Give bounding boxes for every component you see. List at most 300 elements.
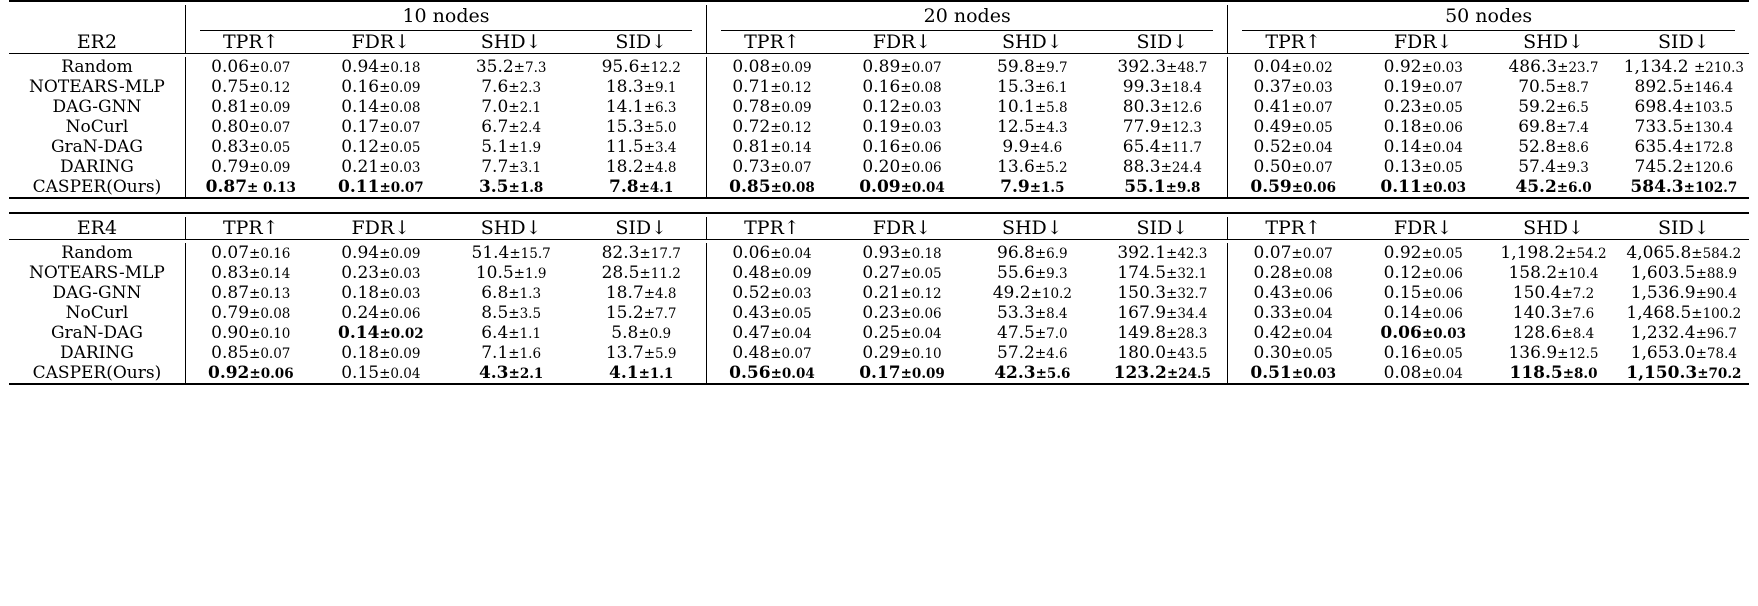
section-gap-cell bbox=[9, 202, 1749, 213]
cell-stddev: ±0.06 bbox=[1421, 306, 1463, 322]
metric-header-shd-g1: SHD↓ bbox=[480, 31, 542, 53]
cell-value: 0.06 bbox=[732, 243, 771, 263]
cell-stddev: ±7.0 bbox=[1034, 326, 1068, 342]
table-cell bbox=[837, 117, 967, 137]
table-cell bbox=[316, 117, 446, 137]
cell-stddev: ±17.7 bbox=[639, 246, 681, 262]
cell-value: 0.48 bbox=[732, 263, 771, 283]
method-name: NoCurl bbox=[65, 117, 129, 137]
table-cell bbox=[446, 57, 576, 77]
table-cell bbox=[1097, 77, 1227, 97]
cell-value: 180.0 bbox=[1117, 343, 1167, 363]
table-cell bbox=[1488, 363, 1618, 384]
cell-stddev: ±0.05 bbox=[1421, 246, 1463, 262]
cell-value: 0.50 bbox=[1253, 157, 1292, 177]
table-row bbox=[9, 157, 1749, 177]
table-cell bbox=[316, 177, 446, 198]
cell-value: 0.81 bbox=[211, 97, 250, 117]
cell-stddev: ±0.07 bbox=[249, 60, 291, 76]
metric-header-sid-g3: SID↓ bbox=[1657, 31, 1710, 53]
cell-value: 1,536.9 bbox=[1630, 283, 1696, 303]
table-cell bbox=[576, 283, 706, 303]
cell-value: 35.2 bbox=[475, 57, 514, 77]
cell-value: 0.92 bbox=[207, 363, 250, 383]
cell-value: 128.6 bbox=[1512, 323, 1562, 343]
cell-value: 0.48 bbox=[732, 343, 771, 363]
cell-value: 14.1 bbox=[605, 97, 644, 117]
cell-value: 0.15 bbox=[1383, 283, 1422, 303]
table-cell bbox=[576, 57, 706, 77]
metric-header-tpr-g3: TPR↑ bbox=[1228, 217, 1358, 240]
cell-value: 392.3 bbox=[1117, 57, 1167, 77]
cell-stddev: ±2.3 bbox=[508, 80, 542, 96]
table-cell bbox=[1488, 343, 1618, 363]
method-name: NoCurl bbox=[65, 303, 129, 323]
cell-value: 733.5 bbox=[1634, 117, 1684, 137]
table-cell bbox=[1488, 97, 1618, 117]
cell-value: 0.21 bbox=[341, 157, 380, 177]
table-cell bbox=[1488, 263, 1618, 283]
cell-value: 0.92 bbox=[1383, 57, 1422, 77]
table-cell bbox=[576, 263, 706, 283]
cell-stddev: ±0.05 bbox=[770, 306, 812, 322]
cell-value: 11.5 bbox=[605, 137, 644, 157]
metric-header-fdr-g2: FDR↓ bbox=[872, 217, 932, 239]
cell-value: 1,603.5 bbox=[1630, 263, 1696, 283]
group-header-label: 20 nodes bbox=[721, 5, 1213, 31]
cell-stddev: ±0.07 bbox=[1291, 100, 1333, 116]
cell-stddev: ±6.0 bbox=[1556, 180, 1592, 196]
cell-value: 18.3 bbox=[605, 77, 644, 97]
table-cell bbox=[446, 303, 576, 323]
cell-value: 0.17 bbox=[859, 363, 901, 383]
cell-stddev: ±0.02 bbox=[379, 326, 424, 342]
cell-stddev: ±0.09 bbox=[770, 60, 812, 76]
table-row bbox=[9, 117, 1749, 137]
cell-value: 0.87 bbox=[205, 177, 248, 197]
table-cell bbox=[1228, 97, 1358, 117]
cell-value: 0.07 bbox=[1253, 243, 1292, 263]
method-name: NOTEARS-MLP bbox=[29, 263, 165, 283]
table-cell bbox=[1488, 323, 1618, 343]
cell-value: 45.2 bbox=[1515, 177, 1557, 197]
table-cell bbox=[446, 137, 576, 157]
cell-stddev: ±0.03 bbox=[1421, 60, 1463, 76]
table-cell bbox=[1097, 177, 1227, 198]
table-cell bbox=[1619, 343, 1749, 363]
cell-stddev: ±7.6 bbox=[1561, 306, 1595, 322]
table-cell bbox=[576, 177, 706, 198]
cell-value: 0.14 bbox=[338, 323, 380, 343]
table-cell bbox=[837, 363, 967, 384]
table-cell bbox=[707, 77, 837, 97]
cell-stddev: ±0.09 bbox=[770, 100, 812, 116]
table-cell bbox=[1358, 263, 1488, 283]
table-cell bbox=[707, 177, 837, 198]
cell-value: 0.24 bbox=[341, 303, 380, 323]
cell-stddev: ±0.06 bbox=[1291, 286, 1333, 302]
table-cell bbox=[316, 263, 446, 283]
cell-stddev: ±8.0 bbox=[1562, 366, 1598, 382]
table-cell bbox=[1097, 243, 1227, 263]
cell-value: 59.2 bbox=[1518, 97, 1557, 117]
cell-value: 0.79 bbox=[211, 157, 250, 177]
cell-value: 0.83 bbox=[211, 263, 250, 283]
cell-value: 0.51 bbox=[1250, 363, 1292, 383]
cell-stddev: ±4.8 bbox=[643, 160, 677, 176]
cell-stddev: ±8.4 bbox=[1034, 306, 1068, 322]
table-cell bbox=[446, 177, 576, 198]
cell-stddev: ±0.13 bbox=[249, 286, 291, 302]
results-table bbox=[9, 0, 1749, 388]
metric-header-shd-g1: SHD↓ bbox=[480, 217, 542, 239]
table-cell bbox=[1097, 323, 1227, 343]
cell-value: 123.2 bbox=[1113, 363, 1167, 383]
table-cell bbox=[1097, 157, 1227, 177]
table-cell bbox=[837, 263, 967, 283]
cell-stddev: ±0.06 bbox=[1291, 180, 1336, 196]
section-label-er4: ER4 bbox=[76, 217, 118, 239]
cell-value: 0.12 bbox=[1383, 263, 1422, 283]
table-cell bbox=[837, 343, 967, 363]
table-row bbox=[9, 283, 1749, 303]
cell-value: 12.5 bbox=[997, 117, 1035, 137]
cell-stddev: ±78.4 bbox=[1695, 346, 1737, 362]
cell-value: 0.37 bbox=[1253, 77, 1292, 97]
cell-stddev: ±42.3 bbox=[1166, 246, 1208, 262]
cell-stddev: ±6.9 bbox=[1034, 246, 1068, 262]
table-cell bbox=[1488, 77, 1618, 97]
cell-stddev: ±5.2 bbox=[1034, 160, 1068, 176]
cell-value: 77.9 bbox=[1122, 117, 1161, 137]
cell-stddev: ±0.05 bbox=[1421, 160, 1463, 176]
cell-value: 6.4 bbox=[481, 323, 509, 343]
cell-stddev: ±24.4 bbox=[1160, 160, 1202, 176]
table-cell bbox=[316, 137, 446, 157]
cell-value: 167.9 bbox=[1117, 303, 1167, 323]
cell-value: 96.8 bbox=[997, 243, 1035, 263]
cell-stddev: ±0.02 bbox=[1291, 60, 1333, 76]
table-cell bbox=[316, 157, 446, 177]
cell-value: 0.20 bbox=[862, 157, 901, 177]
cell-value: 0.18 bbox=[1383, 117, 1422, 137]
cell-stddev: ±11.2 bbox=[639, 266, 681, 282]
cell-value: 0.06 bbox=[1380, 323, 1422, 343]
table-cell bbox=[1358, 303, 1488, 323]
cell-stddev: ±0.07 bbox=[1291, 160, 1333, 176]
cell-value: 136.9 bbox=[1508, 343, 1558, 363]
cell-stddev: ±6.5 bbox=[1556, 100, 1589, 116]
cell-value: 4.1 bbox=[608, 363, 639, 383]
cell-value: 0.11 bbox=[1380, 177, 1422, 197]
table-cell bbox=[1358, 97, 1488, 117]
cell-stddev: ±0.05 bbox=[1291, 120, 1333, 136]
cell-stddev: ±11.7 bbox=[1160, 140, 1202, 156]
cell-stddev: ±0.16 bbox=[249, 246, 291, 262]
cell-stddev: ±12.2 bbox=[639, 60, 681, 76]
table-cell bbox=[1228, 117, 1358, 137]
cell-value: 745.2 bbox=[1634, 157, 1684, 177]
table-cell bbox=[1358, 177, 1488, 198]
cell-stddev: ±1.9 bbox=[513, 266, 547, 282]
cell-stddev: ±48.7 bbox=[1166, 60, 1208, 76]
table-row bbox=[9, 77, 1749, 97]
cell-stddev: ±0.08 bbox=[1291, 266, 1333, 282]
method-name: NOTEARS-MLP bbox=[29, 77, 165, 97]
cell-value: 892.5 bbox=[1634, 77, 1684, 97]
cell-value: 0.29 bbox=[862, 343, 901, 363]
table-cell bbox=[1488, 303, 1618, 323]
cell-stddev: ±0.05 bbox=[1421, 346, 1463, 362]
cell-stddev: ±32.7 bbox=[1166, 286, 1208, 302]
cell-value: 0.14 bbox=[341, 97, 380, 117]
cell-stddev: ±9.3 bbox=[1556, 160, 1589, 176]
cell-stddev: ±130.4 bbox=[1683, 120, 1734, 136]
metric-header-row bbox=[9, 217, 1749, 240]
cell-value: 7.8 bbox=[608, 177, 639, 197]
table-cell bbox=[576, 363, 706, 384]
horizontal-rule bbox=[9, 384, 1749, 388]
table-cell bbox=[707, 283, 837, 303]
cell-stddev: ± 0.13 bbox=[247, 180, 296, 196]
cell-value: 1,198.2 bbox=[1500, 243, 1566, 263]
cell-stddev: ±9.1 bbox=[643, 80, 677, 96]
cell-value: 0.72 bbox=[732, 117, 771, 137]
cell-stddev: ±5.6 bbox=[1035, 366, 1071, 382]
cell-stddev: ±15.7 bbox=[509, 246, 551, 262]
metric-header-shd-g2: SHD↓ bbox=[1001, 31, 1063, 53]
cell-stddev: ±7.3 bbox=[513, 60, 547, 76]
table-cell bbox=[1097, 57, 1227, 77]
cell-value: 0.71 bbox=[732, 77, 771, 97]
rule-cell bbox=[9, 384, 1749, 388]
section-gap bbox=[9, 202, 1749, 213]
cell-value: 1,232.4 bbox=[1630, 323, 1696, 343]
cell-stddev: ±4.1 bbox=[638, 180, 674, 196]
cell-value: 0.23 bbox=[341, 263, 380, 283]
table-row bbox=[9, 363, 1749, 384]
table-cell bbox=[1358, 157, 1488, 177]
cell-value: 118.5 bbox=[1509, 363, 1563, 383]
table-cell bbox=[185, 57, 315, 77]
cell-stddev: ±12.3 bbox=[1160, 120, 1202, 136]
table-cell bbox=[1488, 117, 1618, 137]
cell-value: 0.16 bbox=[862, 77, 901, 97]
table-cell bbox=[185, 323, 315, 343]
table-cell bbox=[967, 343, 1097, 363]
table-cell bbox=[316, 77, 446, 97]
table-cell bbox=[1619, 117, 1749, 137]
table-cell bbox=[576, 323, 706, 343]
cell-value: 486.3 bbox=[1508, 57, 1558, 77]
table-cell bbox=[1619, 157, 1749, 177]
cell-stddev: ±0.07 bbox=[379, 180, 424, 196]
cell-stddev: ±90.4 bbox=[1695, 286, 1737, 302]
cell-stddev: ±4.6 bbox=[1029, 140, 1063, 156]
metric-header-fdr-g3: FDR↓ bbox=[1393, 31, 1453, 53]
table-cell bbox=[967, 363, 1097, 384]
table-cell bbox=[1097, 117, 1227, 137]
table-cell bbox=[1358, 117, 1488, 137]
table-cell bbox=[1619, 323, 1749, 343]
cell-stddev: ±0.06 bbox=[900, 160, 942, 176]
table-cell bbox=[707, 303, 837, 323]
cell-stddev: ±0.03 bbox=[1291, 80, 1333, 96]
cell-stddev: ±18.4 bbox=[1160, 80, 1202, 96]
cell-stddev: ±100.2 bbox=[1691, 306, 1742, 322]
metric-header-tpr-g1: TPR↑ bbox=[185, 31, 315, 54]
table-cell bbox=[837, 283, 967, 303]
table-cell bbox=[185, 343, 315, 363]
table-cell bbox=[1097, 263, 1227, 283]
cell-stddev: ±9.3 bbox=[1034, 266, 1068, 282]
cell-value: 5.1 bbox=[481, 137, 509, 157]
cell-value: 3.5 bbox=[478, 177, 509, 197]
cell-stddev: ±1.1 bbox=[508, 326, 542, 342]
cell-value: 0.43 bbox=[732, 303, 771, 323]
cell-value: 7.9 bbox=[1000, 177, 1030, 197]
cell-stddev: ±24.5 bbox=[1166, 366, 1212, 382]
cell-value: 0.59 bbox=[1250, 177, 1292, 197]
cell-stddev: ±7.7 bbox=[643, 306, 677, 322]
table-cell bbox=[707, 263, 837, 283]
cell-stddev: ±0.09 bbox=[379, 246, 421, 262]
metric-header-fdr-g1: FDR↓ bbox=[351, 31, 411, 53]
cell-stddev: ±4.8 bbox=[643, 286, 677, 302]
table-cell bbox=[1358, 243, 1488, 263]
table-cell bbox=[1228, 177, 1358, 198]
cell-value: 0.16 bbox=[1383, 343, 1422, 363]
cell-stddev: ±54.2 bbox=[1565, 246, 1607, 262]
corner-blank bbox=[9, 5, 185, 31]
cell-value: 0.43 bbox=[1253, 283, 1292, 303]
table-cell bbox=[967, 243, 1097, 263]
table-cell bbox=[967, 77, 1097, 97]
cell-stddev: ±1.3 bbox=[508, 286, 542, 302]
cell-value: 0.09 bbox=[859, 177, 901, 197]
cell-stddev: ±0.04 bbox=[770, 366, 815, 382]
table-cell bbox=[316, 363, 446, 384]
cell-stddev: ±0.07 bbox=[1421, 80, 1463, 96]
cell-value: 0.78 bbox=[732, 97, 771, 117]
table-cell bbox=[1097, 283, 1227, 303]
table-cell bbox=[707, 243, 837, 263]
cell-value: 0.07 bbox=[211, 243, 250, 263]
metric-header-fdr-g2: FDR↓ bbox=[872, 31, 932, 53]
table-cell bbox=[967, 97, 1097, 117]
cell-stddev: ±96.7 bbox=[1695, 326, 1737, 342]
cell-stddev: ±210.3 bbox=[1693, 60, 1744, 76]
cell-stddev: ±0.07 bbox=[770, 346, 812, 362]
cell-value: 65.4 bbox=[1122, 137, 1161, 157]
table-cell bbox=[967, 117, 1097, 137]
cell-stddev: ±0.12 bbox=[900, 286, 942, 302]
table-cell bbox=[837, 157, 967, 177]
cell-stddev: ±0.04 bbox=[770, 326, 812, 342]
method-name: DAG-GNN bbox=[52, 97, 142, 117]
cell-stddev: ±0.09 bbox=[249, 100, 291, 116]
table-cell bbox=[837, 323, 967, 343]
cell-value: 0.73 bbox=[732, 157, 771, 177]
cell-stddev: ±120.6 bbox=[1683, 160, 1734, 176]
cell-value: 7.1 bbox=[481, 343, 509, 363]
cell-stddev: ±0.12 bbox=[770, 80, 812, 96]
table-cell bbox=[185, 117, 315, 137]
cell-stddev: ±1.6 bbox=[508, 346, 542, 362]
metric-header-sid-g1: SID↓ bbox=[615, 217, 668, 239]
cell-value: 0.18 bbox=[341, 343, 380, 363]
cell-value: 0.52 bbox=[1253, 137, 1292, 157]
cell-stddev: ±8.7 bbox=[1556, 80, 1589, 96]
cell-stddev: ±0.06 bbox=[900, 306, 942, 322]
group-header-2 bbox=[707, 5, 1228, 31]
cell-value: 0.23 bbox=[862, 303, 901, 323]
cell-stddev: ±0.05 bbox=[1421, 100, 1463, 116]
table-cell bbox=[1097, 137, 1227, 157]
table-cell bbox=[1488, 57, 1618, 77]
table-cell bbox=[1358, 323, 1488, 343]
metric-header-shd-g2: SHD↓ bbox=[1001, 217, 1063, 239]
cell-value: 0.25 bbox=[862, 323, 901, 343]
cell-stddev: ±32.1 bbox=[1166, 266, 1208, 282]
table-cell bbox=[1228, 137, 1358, 157]
cell-value: 13.7 bbox=[605, 343, 644, 363]
table-cell bbox=[707, 363, 837, 384]
cell-value: 6.7 bbox=[481, 117, 509, 137]
cell-stddev: ±0.07 bbox=[379, 120, 421, 136]
cell-stddev: ±0.09 bbox=[379, 80, 421, 96]
cell-value: 99.3 bbox=[1122, 77, 1161, 97]
cell-stddev: ±0.03 bbox=[1421, 326, 1467, 342]
table-cell bbox=[316, 57, 446, 77]
cell-stddev: ±70.2 bbox=[1697, 366, 1742, 382]
cell-value: 47.5 bbox=[997, 323, 1035, 343]
cell-value: 7.6 bbox=[481, 77, 509, 97]
table-cell bbox=[837, 303, 967, 323]
cell-stddev: ±0.09 bbox=[249, 160, 291, 176]
cell-value: 0.28 bbox=[1253, 263, 1292, 283]
cell-stddev: ±3.4 bbox=[643, 140, 677, 156]
table-cell bbox=[1619, 363, 1749, 384]
cell-stddev: ±0.09 bbox=[900, 366, 945, 382]
cell-stddev: ±0.03 bbox=[770, 286, 812, 302]
method-name: GraN-DAG bbox=[50, 137, 143, 157]
cell-value: 150.3 bbox=[1117, 283, 1167, 303]
cell-stddev: ±146.4 bbox=[1683, 80, 1734, 96]
cell-stddev: ±6.1 bbox=[1034, 80, 1068, 96]
table-cell bbox=[1619, 77, 1749, 97]
cell-stddev: ±584.2 bbox=[1691, 246, 1742, 262]
cell-stddev: ±0.12 bbox=[249, 80, 291, 96]
cell-value: 0.12 bbox=[862, 97, 901, 117]
cell-stddev: ±10.2 bbox=[1030, 286, 1072, 302]
cell-stddev: ±0.08 bbox=[249, 306, 291, 322]
cell-value: 7.0 bbox=[481, 97, 509, 117]
cell-value: 82.3 bbox=[601, 243, 640, 263]
table-cell bbox=[1228, 157, 1358, 177]
section-label-er2: ER2 bbox=[76, 31, 118, 53]
table-row bbox=[9, 97, 1749, 117]
metric-header-sid-g1: SID↓ bbox=[615, 31, 668, 53]
table-cell bbox=[576, 97, 706, 117]
cell-stddev: ±12.5 bbox=[1557, 346, 1599, 362]
table-cell bbox=[1228, 57, 1358, 77]
metric-header-shd-g3: SHD↓ bbox=[1523, 31, 1584, 53]
table-cell bbox=[1488, 157, 1618, 177]
cell-value: 8.5 bbox=[481, 303, 509, 323]
table-cell bbox=[967, 177, 1097, 198]
table-cell bbox=[1228, 343, 1358, 363]
